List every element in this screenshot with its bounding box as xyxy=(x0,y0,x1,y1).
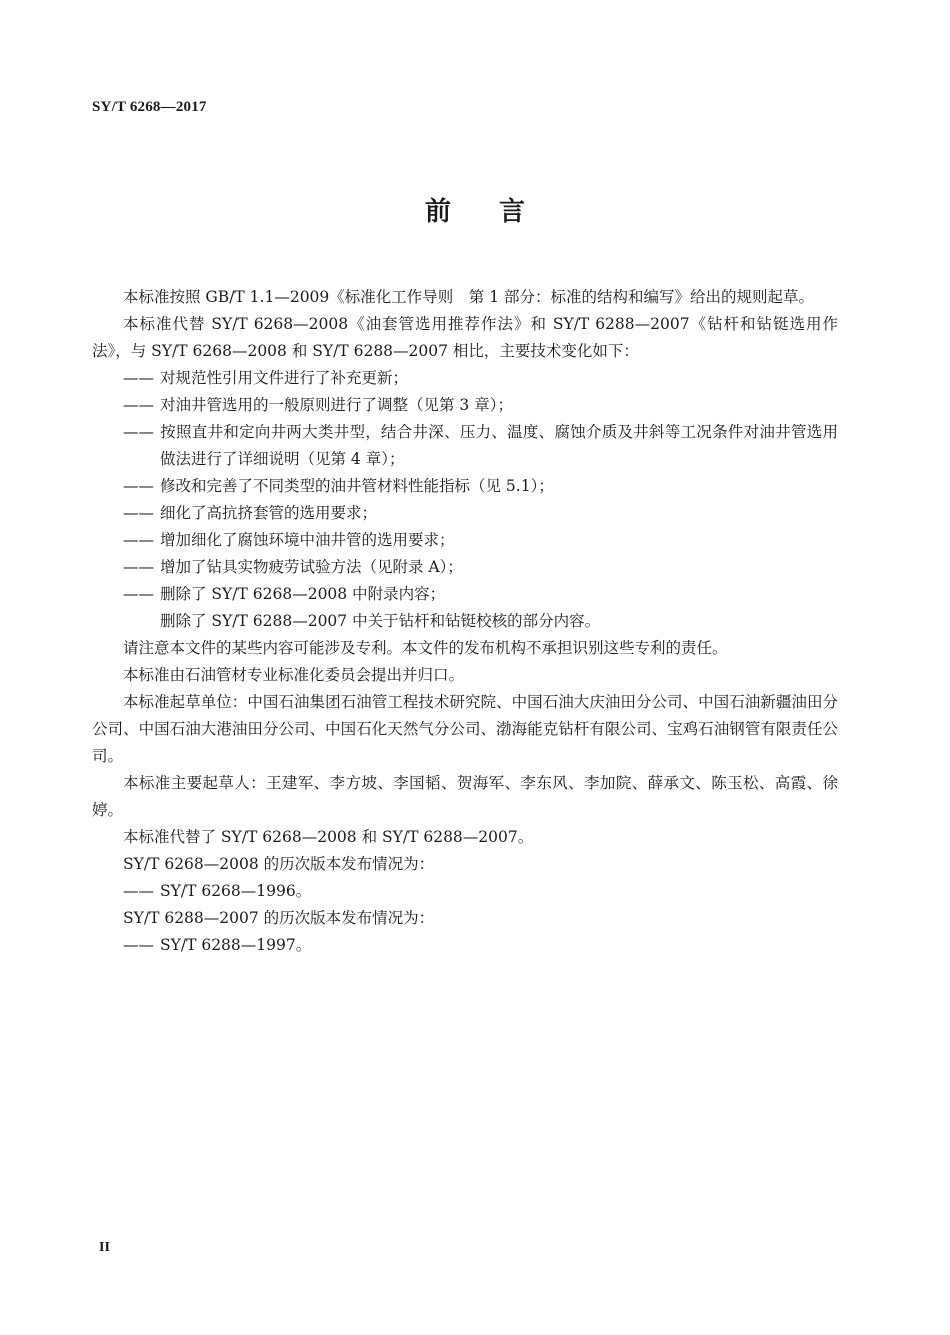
history-item xyxy=(92,878,838,905)
list-item-text: 细化了高抗挤套管的选用要求； xyxy=(160,504,378,522)
list-dash: —— xyxy=(123,396,154,414)
foreword-body xyxy=(92,284,838,959)
paragraph-patent-notice: 请注意本文件的某些内容可能涉及专利。本文件的发布机构不承担识别这些专利的责任。 xyxy=(123,639,728,657)
list-item-text: 增加了钻具实物疲劳试验方法（见附录 A）； xyxy=(160,558,463,576)
list-dash: —— xyxy=(123,585,154,603)
title-char-1: 前 xyxy=(424,197,451,227)
list-dash: —— xyxy=(123,423,154,441)
paragraph-history-6288: SY/T 6288—2007 的历次版本发布情况为： xyxy=(123,909,435,927)
list-dash: —— xyxy=(123,477,154,495)
list-item xyxy=(92,581,838,608)
document-code: SY/T 6268—2017 xyxy=(92,99,207,115)
list-item xyxy=(92,527,838,554)
history-item-text: SY/T 6268—1996。 xyxy=(160,882,312,900)
list-item-text: 删除了 SY/T 6268—2008 中附录内容； xyxy=(160,585,446,603)
list-dash: —— xyxy=(123,882,154,900)
list-item xyxy=(92,554,838,581)
list-dash: —— xyxy=(123,936,154,954)
list-dash: —— xyxy=(123,531,154,549)
paragraph-replaced: 本标准代替了 SY/T 6268—2008 和 SY/T 6288—2007。 xyxy=(123,828,534,846)
paragraph-history-6268: SY/T 6268—2008 的历次版本发布情况为： xyxy=(123,855,435,873)
list-item-text: 增加细化了腐蚀环境中油井管的选用要求； xyxy=(160,531,455,549)
list-dash: —— xyxy=(123,369,154,387)
page-number: II xyxy=(99,1240,110,1255)
paragraph-drafting-rules: 本标准按照 GB/T 1.1—2009《标准化工作导则 第 1 部分：标准的结构和编写》给出的规则起草。 xyxy=(123,288,815,306)
page-title xyxy=(0,191,950,228)
title-char-2: 言 xyxy=(499,197,526,227)
paragraph-proposed-by: 本标准由石油管材专业标准化委员会提出并归口。 xyxy=(123,666,465,684)
list-item xyxy=(92,500,838,527)
list-item-text: 按照直井和定向井两大类井型，结合井深、压力、温度、腐蚀介质及井斜等工况条件对油井管选用做法进行了详细说明（见第 4 章）； xyxy=(160,423,838,468)
list-item xyxy=(92,392,838,419)
list-item-text: 对油井管选用的一般原则进行了调整（见第 3 章）； xyxy=(160,396,513,414)
list-item xyxy=(92,365,838,392)
paragraph-drafting-units: 本标准起草单位：中国石油集团石油管工程技术研究院、中国石油大庆油田分公司、中国石油新疆油田分公司、中国石油大港油田分公司、中国石化天然气分公司、渤海能克钻杆有限公司、宝鸡石油钢管有限责任公司。 xyxy=(92,693,838,765)
list-item-text: 对规范性引用文件进行了补充更新； xyxy=(160,369,409,387)
list-item-text: 修改和完善了不同类型的油井管材料性能指标（见 5.1）； xyxy=(160,477,554,495)
list-item xyxy=(92,419,838,473)
history-item xyxy=(92,932,838,959)
paragraph-replaces-standards: 本标准代替 SY/T 6268—2008《油套管选用推荐作法》和 SY/T 6288—2007《钻杆和钻铤选用作法》，与 SY/T 6268—2008 和 SY/T 6288—2007 相比，主要技术变化如下： xyxy=(92,315,838,360)
list-item xyxy=(92,473,838,500)
list-dash: —— xyxy=(123,504,154,522)
list-item-text: 删除了 SY/T 6288—2007 中关于钻杆和钻铤校核的部分内容。 xyxy=(160,612,601,630)
list-item xyxy=(92,608,838,635)
history-item-text: SY/T 6288—1997。 xyxy=(160,936,312,954)
list-dash: —— xyxy=(123,558,154,576)
paragraph-drafters: 本标准主要起草人：王建军、李方坡、李国韬、贺海军、李东风、李加院、薛承文、陈玉松、高霞、徐婷。 xyxy=(92,774,838,819)
